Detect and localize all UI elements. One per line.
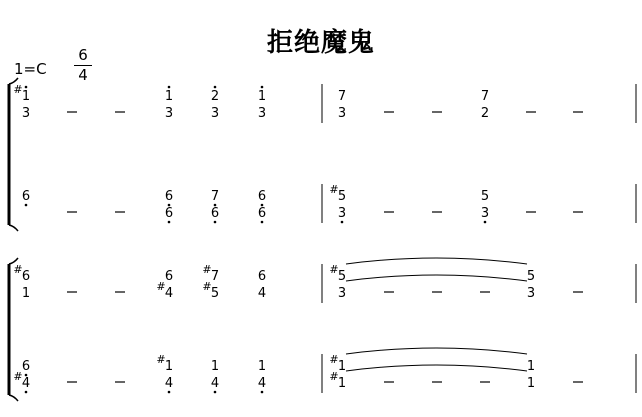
note: 1 — [526, 376, 536, 391]
octave-dot-below — [214, 391, 217, 394]
note: 4 — [257, 286, 267, 301]
note: 4 — [210, 376, 220, 391]
note: 6 — [21, 359, 31, 374]
note: 1 — [21, 286, 31, 301]
octave-dot-below — [484, 221, 487, 224]
note: 1 — [257, 89, 267, 104]
note: 6 — [164, 189, 174, 204]
octave-dot-below — [261, 221, 264, 224]
note: 1 — [257, 359, 267, 374]
note: 1 — [526, 359, 536, 374]
octave-dot-above — [168, 86, 171, 89]
note: 4 — [21, 376, 31, 391]
note: 3 — [337, 286, 347, 301]
note: 6 — [21, 189, 31, 204]
note: 7 — [480, 89, 490, 104]
note: 5 — [337, 189, 347, 204]
sharp-sign: # — [329, 353, 339, 366]
sharp-sign: # — [13, 370, 23, 383]
sharp-sign: # — [202, 280, 212, 293]
note: 1 — [337, 359, 347, 374]
note: 7 — [210, 269, 220, 284]
note: 1 — [210, 359, 220, 374]
tie-arc — [346, 258, 527, 264]
tie-arc — [346, 275, 527, 281]
note: 4 — [164, 286, 174, 301]
note: 7 — [210, 189, 220, 204]
note: 5 — [480, 189, 490, 204]
sharp-sign: # — [202, 263, 212, 276]
note: 2 — [480, 106, 490, 121]
tie-arc — [346, 365, 527, 371]
note: 4 — [257, 376, 267, 391]
time-signature-top: 6 — [78, 46, 88, 64]
note: 6 — [257, 189, 267, 204]
note: 3 — [210, 106, 220, 121]
octave-dot-above — [25, 86, 28, 89]
note: 1 — [21, 89, 31, 104]
note: 3 — [337, 206, 347, 221]
octave-dot-below — [25, 204, 28, 207]
note: 6 — [257, 206, 267, 221]
note: 5 — [337, 269, 347, 284]
note: 4 — [164, 376, 174, 391]
sharp-sign: # — [329, 263, 339, 276]
note: 3 — [164, 106, 174, 121]
note: 6 — [257, 269, 267, 284]
note: 2 — [210, 89, 220, 104]
octave-dot-below — [168, 221, 171, 224]
sharp-sign: # — [156, 280, 166, 293]
note: 6 — [21, 269, 31, 284]
bracket-bottom-hook — [9, 225, 18, 231]
note: 3 — [21, 106, 31, 121]
tie-arc — [346, 348, 527, 354]
sharp-sign: # — [156, 353, 166, 366]
sharp-sign: # — [13, 263, 23, 276]
note: 6 — [164, 269, 174, 284]
score-title: 拒绝魔鬼 — [266, 28, 375, 58]
note: 3 — [257, 106, 267, 121]
note: 5 — [526, 269, 536, 284]
key-signature: 1=C — [14, 60, 47, 78]
octave-dot-above — [214, 86, 217, 89]
sharp-sign: # — [329, 183, 339, 196]
note: 7 — [337, 89, 347, 104]
note: 6 — [164, 206, 174, 221]
note: 3 — [526, 286, 536, 301]
note: 5 — [210, 286, 220, 301]
note: 3 — [337, 106, 347, 121]
note: 1 — [164, 89, 174, 104]
octave-dot-below — [341, 221, 344, 224]
octave-dot-below — [25, 391, 28, 394]
sharp-sign: # — [329, 370, 339, 383]
octave-dot-below — [261, 391, 264, 394]
octave-dot-below — [214, 221, 217, 224]
note: 3 — [480, 206, 490, 221]
note: 6 — [210, 206, 220, 221]
bracket-bottom-hook — [9, 395, 18, 401]
octave-dot-below — [168, 391, 171, 394]
sharp-sign: # — [13, 83, 23, 96]
note: 1 — [337, 376, 347, 391]
time-signature-bottom: 4 — [78, 66, 88, 84]
octave-dot-above — [261, 86, 264, 89]
note: 1 — [164, 359, 174, 374]
